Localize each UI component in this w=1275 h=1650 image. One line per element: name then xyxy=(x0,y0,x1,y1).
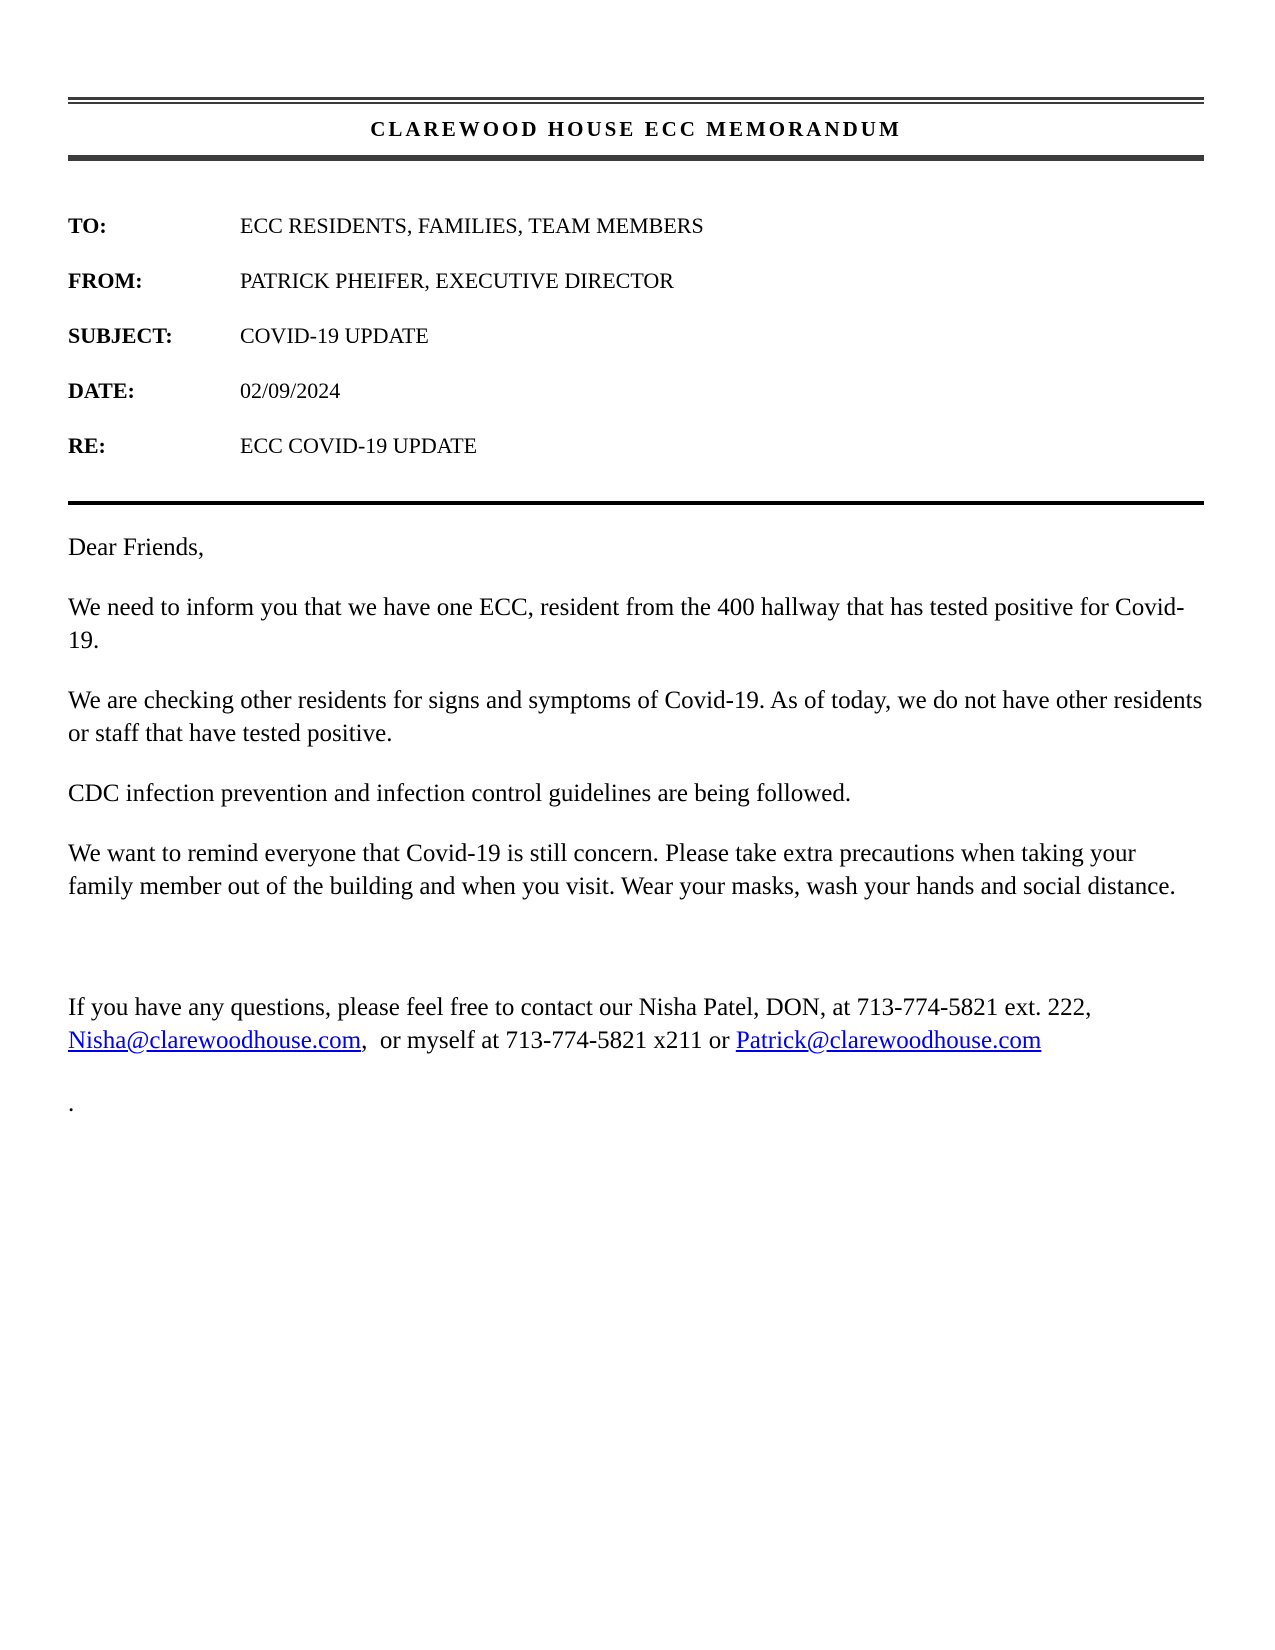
contact-text-between-links: , or myself at 713-774-5821 x211 or xyxy=(361,1027,736,1054)
field-label-to: TO: xyxy=(68,213,107,238)
memo-content xyxy=(68,97,1204,1120)
field-value-date: 02/09/2024 xyxy=(240,378,341,403)
field-value-from: PATRICK PHEIFER, EXECUTIVE DIRECTOR xyxy=(240,268,674,293)
field-row-re xyxy=(68,433,1204,458)
field-row-from xyxy=(68,268,1204,293)
paragraph-cdc-guidelines: CDC infection prevention and infection control guidelines are being followed. xyxy=(68,780,852,807)
field-row-to xyxy=(68,213,1204,238)
header-bottom-rule xyxy=(68,155,1204,161)
field-value-to: ECC RESIDENTS, FAMILIES, TEAM MEMBERS xyxy=(240,213,704,238)
paragraph-precautions: We want to remind everyone that Covid-19 is still concern. Please take extra precautions when taking your family member out of the building and when you visit. Wear your masks, wash your hands and social distance. xyxy=(68,840,1176,900)
body-separator-rule xyxy=(68,501,1204,505)
field-label-re: RE: xyxy=(68,433,106,458)
contact-paragraph xyxy=(68,991,1204,1057)
nisha-email-link[interactable]: Nisha@clarewoodhouse.com xyxy=(68,1027,362,1054)
patrick-email-link[interactable]: Patrick@clarewoodhouse.com xyxy=(735,1027,1042,1054)
paragraph-checking-residents: We are checking other residents for signs and symptoms of Covid-19. As of today, we do not have other residents or staff that have tested positive. xyxy=(68,687,1203,747)
memo-title: CLAREWOOD HOUSE ECC MEMORANDUM xyxy=(370,117,902,141)
contact-text-before-nisha: If you have any questions, please feel free to contact our Nisha Patel, DON, at 713-774-5821 ext. 222, xyxy=(68,994,1098,1021)
header-top-double-rule xyxy=(68,97,1204,104)
field-label-date: DATE: xyxy=(68,378,135,403)
field-label-from: FROM: xyxy=(68,268,143,293)
field-row-subject xyxy=(68,323,1204,348)
paragraph-positive-case: We need to inform you that we have one ECC, resident from the 400 hallway that has tested positive for Covid-19. xyxy=(68,594,1185,654)
field-row-date xyxy=(68,378,1204,403)
salutation: Dear Friends, xyxy=(68,534,205,561)
field-value-subject: COVID-19 UPDATE xyxy=(240,323,429,348)
field-label-subject: SUBJECT: xyxy=(68,323,173,348)
memo-fields xyxy=(68,213,1204,458)
trailing-period: . xyxy=(68,1090,75,1117)
field-value-re: ECC COVID-19 UPDATE xyxy=(240,433,478,458)
